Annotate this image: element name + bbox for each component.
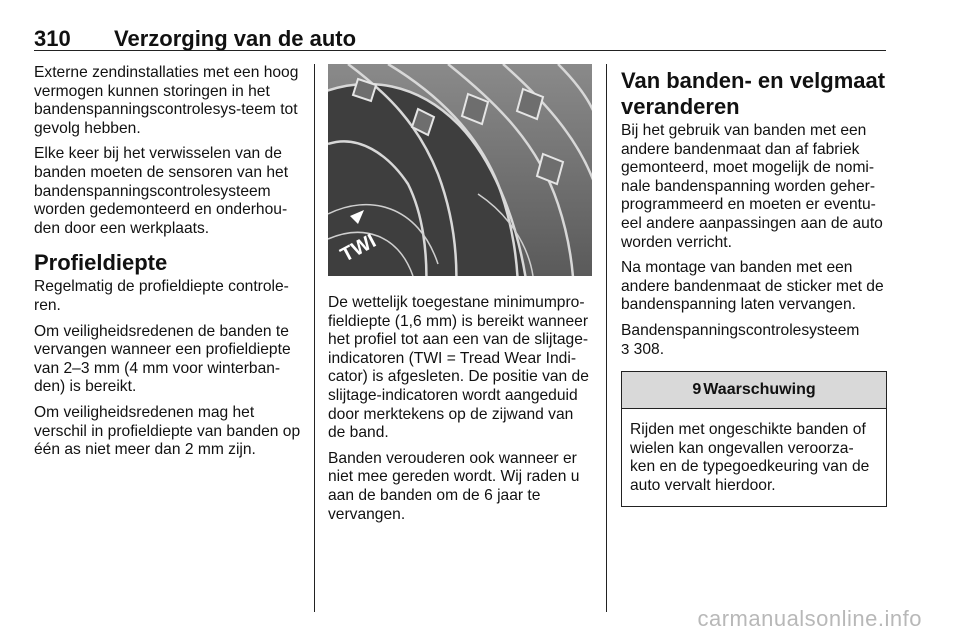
tire-tread-illustration [328,64,592,276]
warning-triangle-icon: 9 [692,380,702,398]
twi-marking: TWI [337,229,380,267]
column-middle [328,64,592,531]
paragraph: De wettelijk toegestane minimumpro-fieldiepte (1,6 mm) is bereikt wanneer het profiel tot aan een van de slijtage-indicatoren (TWI = Tread Wear Indi-cator) is afgesleten. De positie van de slijtage-indicatoren wordt aangeduid door merktekens op de zijwand van de band. [328,294,589,442]
reference-text: Bandenspanningscontrolesysteem [621,321,860,339]
page-number: 310 [34,26,71,51]
watermark: carmanualsonline.info [697,606,922,631]
cross-reference [621,322,887,359]
paragraph: Elke keer bij het verwisselen van de banden moeten de sensoren van het bandenspanningscontrolesysteem worden gedemonteerd en onderhou-den door een werkplaats. [34,145,289,237]
warning-text: Rijden met ongeschikte banden of wielen kan ongevallen veroorza-ken en de typegoedkeuring van de auto vervalt hierdoor. [630,421,870,494]
warning-header [622,372,886,409]
paragraph: Om veiligheidsredenen de banden te vervangen wanneer een profieldiepte van 2–3 mm (4 mm voor winterban-den) is bereikt. [34,322,291,396]
paragraph: Banden verouderen ook wanneer er niet mee gereden wordt. Wij raden u aan de banden om de 6 jaar te vervangen. [328,449,580,523]
paragraph: Om veiligheidsredenen mag het verschil in profieldiepte van banden op één as niet meer dan 2 mm zijn. [34,403,301,459]
column-divider [606,64,607,612]
reference-page[interactable]: 308. [629,340,665,358]
warning-box [621,371,887,506]
reference-arrow-icon: 3 [621,340,630,358]
section-heading-profieldiepte: Profieldiepte [34,250,168,276]
paragraph: Regelmatig de profieldiepte controle-ren. [34,278,289,314]
column-left [34,64,302,467]
paragraph: Externe zendinstallaties met een hoog vermogen kunnen storingen in het bandenspanningscontrolesys-teem tot gevolg hebben. [34,64,299,137]
paragraph: Bij het gebruik van banden met een andere bandenmaat dan af fabriek gemonteerd, moet mogelijk de nomi-nale bandenspanning worden geher-programmeerd en moeten er eventu-eel andere aanpassingen aan de auto worden verricht. [621,122,883,251]
page-header [34,26,886,51]
column-right [621,68,887,507]
paragraph: Na montage van banden met een andere bandenmaat de sticker met de bandenspanning laten vervangen. [621,259,884,314]
chapter-title: Verzorging van de auto [114,26,357,51]
section-heading-banden-velgmaat: Van banden- en velgmaat veranderen [621,68,886,119]
warning-body [622,409,886,505]
warning-title: Waarschuwing [703,380,816,398]
column-divider [314,64,315,612]
